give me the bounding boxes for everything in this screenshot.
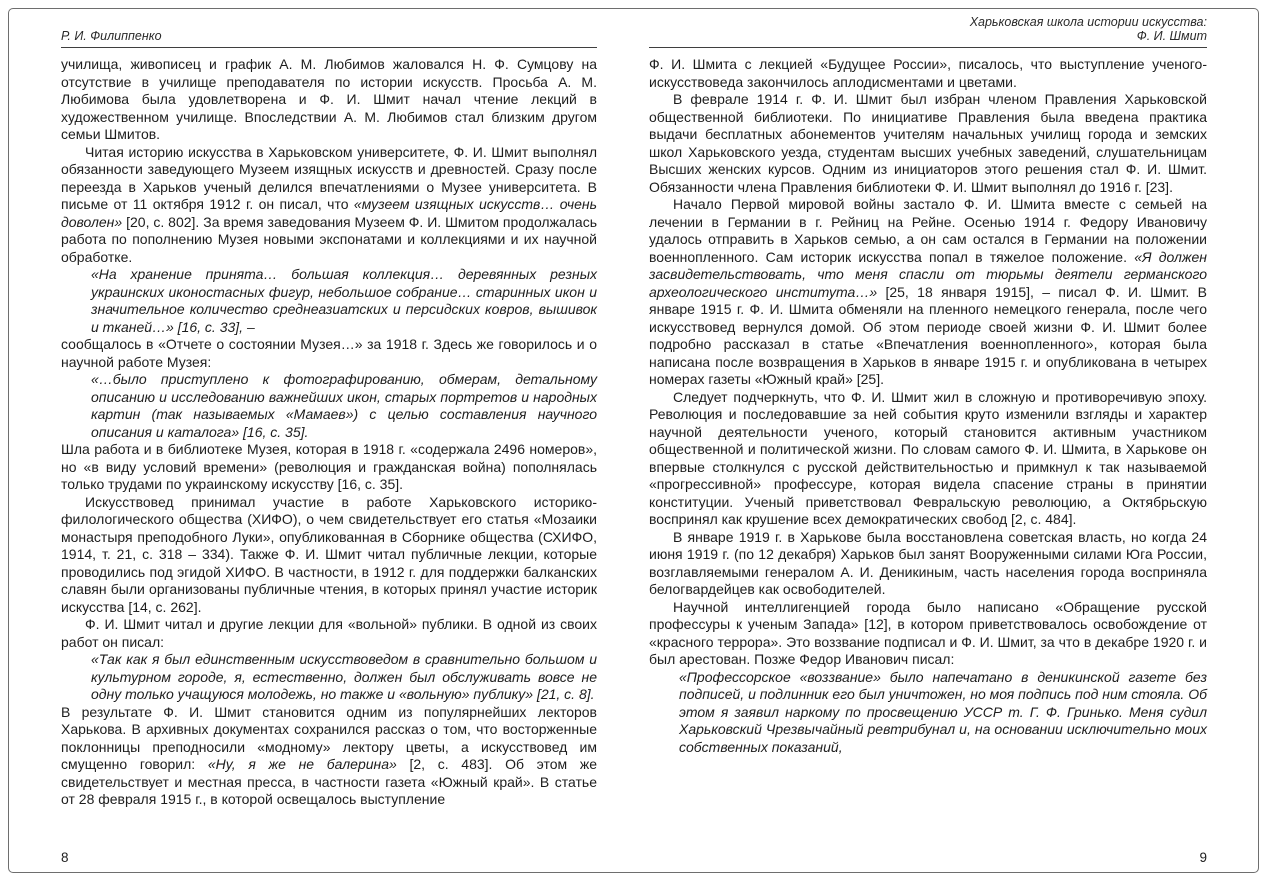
paragraph: Шла работа и в библиотеке Музея, которая в 1918 г. «содержала 2496 номеров», но «в виду условий времени» (революция и гражданская война) пополнялась только трудами по украинскому искусству [16, с. 35]. (61, 441, 597, 492)
page-body (61, 56, 597, 809)
running-header-line: Р. И. Филиппенко (61, 29, 162, 43)
running-header-author (61, 15, 597, 47)
header-rule (649, 47, 1207, 48)
page-body (649, 56, 1207, 756)
block-quote: «Так как я был единственным искусствоведом в сравнительно большом и культурном городе, я, естественно, должен был обслуживать вовсе не одну только учащуюся молодежь, но также и «вольную» публику» [21, с. 8]. (91, 651, 597, 702)
running-header-line: Ф. И. Шмит (1136, 29, 1207, 43)
paragraph: В январе 1919 г. в Харькове была восстановлена советская власть, но когда 24 июня 1919 г. (по 12 декабря) Харьков был занят Вооруженными силами Юга России, возглавляемыми генералом А. И. Деникиным, часть населения города восприняла белогвардейцев как освободителей. (649, 528, 1207, 597)
block-quote: «…было приступлено к фотографированию, обмерам, детальному описанию и исследованию важнейших икон, старых портретов и народных картин (так называемых «Мамаев») с целью составления научного описания и каталога» [16, с. 35]. (91, 371, 597, 440)
paragraph: Следует подчеркнуть, что Ф. И. Шмит жил в сложную и противоречивую эпоху. Революция и последовавшие за ней события круто изменили взгляды и характер научной деятельности ученого, который становится активным участником общественной и политической жизни. По словам самого Ф. И. Шмита, в Харькове он впервые столкнулся с русской действительностью и примкнул к так называемой «прогрессивной» профессуре, которая видела спасение страны в принятии конституции. Ученый приветствовал Февральскую революцию, а Октябрьскую воспринял как крушение всех демократических свобод [2, с. 484]. (649, 388, 1207, 527)
page-number: 9 (1199, 850, 1207, 865)
paragraph: Искусствовед принимал участие в работе Харьковского историко-филологического общества (ХИФО), о чем свидетельствует его статья «Мозаики монастыря преподобного Луки», опубликованная в Сборнике общества (СХИФО, 1914, т. 21, с. 318 – 334). Также Ф. И. Шмит читал публичные лекции, которые проводились под эгидой ХИФО. В частности, в 1912 г. для поддержки балканских славян были организованы публичные чтения, в которых принял участие историк искусства [14, с. 262]. (61, 493, 597, 615)
paragraph: Научной интеллигенцией города было написано «Обращение русской профессуры к ученым Запада» [12], в котором приветствовалось освобождение от «красного террора». Это воззвание подписал и Ф. И. Шмит, за что в декабре 1920 г. и был арестован. Позже Федор Иванович писал: (649, 598, 1207, 667)
paragraph: Читая историю искусства в Харьковском университете, Ф. И. Шмит выполнял обязанности заведующего Музеем изящных искусств и древностей. Сразу после переезда в Харьков ученый делился впечатлениями о Музее университета. В письме от 11 октября 1912 г. он писал, что «музеем изящных искусств… очень доволен» [20, с. 802]. За время заведования Музеем Ф. И. Шмитом продолжалась работа по пополнению Музея новыми экспонатами и коллекциями и их научной обработке. (61, 143, 597, 265)
running-header-line: Харьковская школа истории искусства: (969, 15, 1207, 29)
page-left (61, 15, 597, 867)
journal-page-spread (8, 8, 1259, 873)
paragraph: Начало Первой мировой войны застало Ф. И. Шмита вместе с семьей на лечении в Германии в г. Рейниц на Рейне. Осенью 1914 г. Федору Ивановичу удалось отправить в Харьков семью, а он сам остался в Германии на положении военнопленного. Сам историк искусства попал в тяжелое положение. «Я должен засвидетельствовать, что меня спасли от тюрьмы деятели германского археологического института…» [25, 18 января 1915], – писал Ф. И. Шмит. В январе 1915 г. Ф. И. Шмита обменяли на пленного немецкого генерала, после чего искусствовед вернулся домой. Об этом периоде своей жизни Ф. И. Шмит более подробно рассказал в статье «Впечатления военнопленного», которая была написана после возвращения в Харьков в январе 1915 г. и опубликована в четырех номерах газеты «Южный край» [25]. (649, 196, 1207, 387)
running-header-article-title (649, 15, 1207, 47)
page-right (649, 15, 1207, 867)
paragraph: Ф. И. Шмита с лекцией «Будущее России», писалось, что выступление ученого-искусствоведа закончилось аплодисментами и цветами. (649, 56, 1207, 90)
page-number: 8 (61, 850, 69, 865)
paragraph: В феврале 1914 г. Ф. И. Шмит был избран членом Правления Харьковской общественной библиотеки. По инициативе Правления была введена практика выдачи бесплатных абонементов учителям начальных училищ города и земских школ Харьковского уезда, студентам высших учебных заведений, слушательницам Высших женских курсов. Одним из инициаторов этого решения стал Ф. И. Шмит. Обязанности члена Правления библиотеки Ф. И. Шмит выполнял до 1916 г. [23]. (649, 91, 1207, 195)
paragraph: Ф. И. Шмит читал и другие лекции для «вольной» публики. В одной из своих работ он писал: (61, 616, 597, 650)
block-quote: «На хранение принята… большая коллекция… деревянных резных украинских иконостасных фигур, небольшое собрание… старинных икон и значительное количество среднеазиатских и персидских ковров, вышивок и тканей…» [16, с. 33], – (91, 266, 597, 335)
paragraph: сообщалось в «Отчете о состоянии Музея…» за 1918 г. Здесь же говорилось и о научной работе Музея: (61, 336, 597, 370)
header-rule (61, 47, 597, 48)
paragraph: В результате Ф. И. Шмит становится одним из популярнейших лекторов Харькова. В архивных документах сохранился рассказ о том, что восторженные поклонницы преподносили «модному» лектору цветы, а искусствовед им смущенно говорил: «Ну, я же не балерина» [2, с. 483]. Об этом же свидетельствует и местная пресса, в частности газета «Южный край». В статье от 28 февраля 1915 г., в которой освещалось выступление (61, 703, 597, 807)
paragraph: училища, живописец и график А. М. Любимов жаловался Н. Ф. Сумцову на отсутствие в училище преподавателя по истории искусств. Просьба А. М. Любимова была удовлетворена и Ф. И. Шмит начал чтение лекций в художественном училище. Впоследствии А. М. Любимов стал близким другом семьи Шмитов. (61, 56, 597, 142)
block-quote: «Профессорское «воззвание» было напечатано в деникинской газете без подписей, и подлинник его был уничтожен, но моя подпись под ним стояла. Об этом я заявил наркому по просвещению УССР т. Г. Ф. Гринько. Меня судил Харьковский Чрезвычайный ревтрибунал и, на основании исключительно моих собственных показаний, (679, 668, 1207, 755)
